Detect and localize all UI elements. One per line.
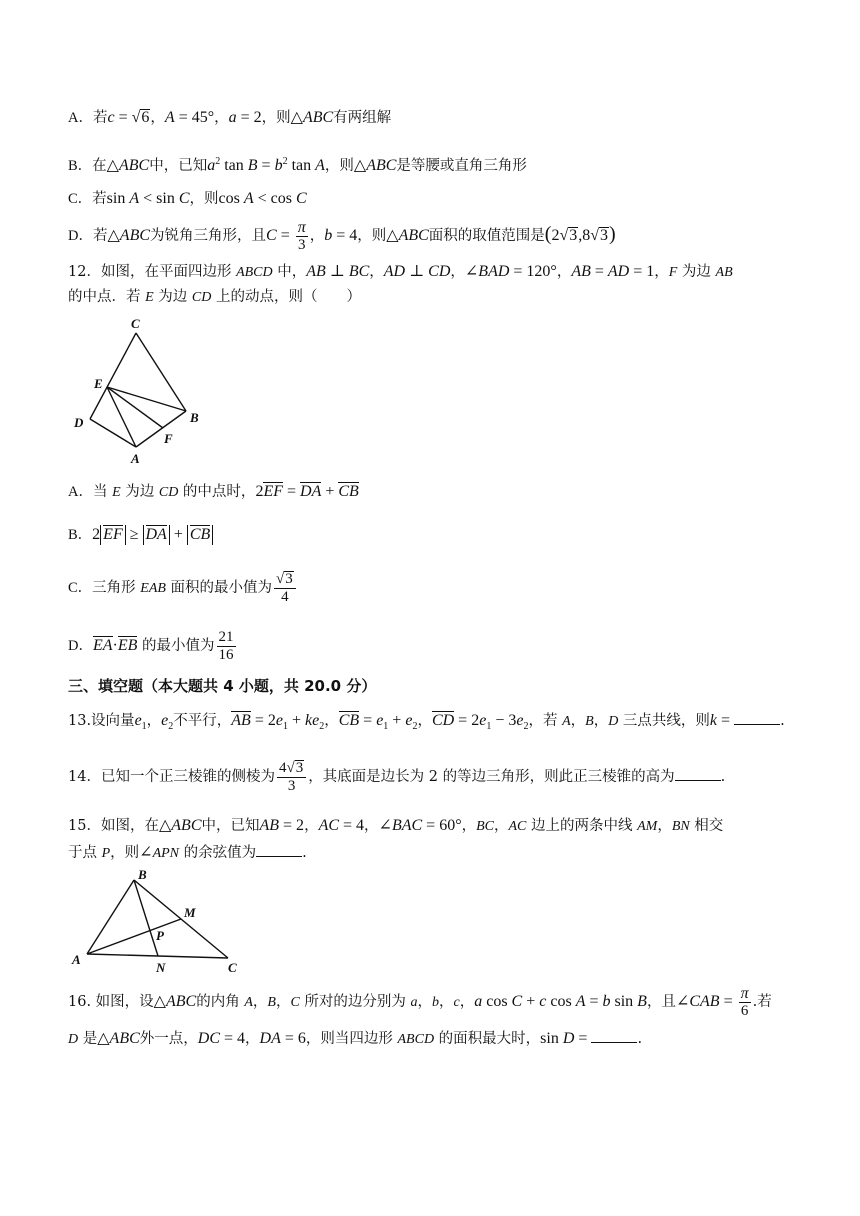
- label-f: F: [164, 431, 173, 446]
- segment-ab: [136, 411, 186, 447]
- q12-figure-quadrilateral: [70, 315, 210, 470]
- q14-text: 14．已知一个正三棱锥的侧棱为 $\frac{4√3}{3}$ ，其底面是边长为 2 的等边三角形，则此正三棱锥的高为 .: [68, 759, 726, 794]
- q11-option-d: D．若△ABC为锐角三角形，且C = $\frac{\pi}{3}$ ，b = 4，则△ABC面积的取值范围是(2√3,8√3): [68, 218, 616, 253]
- segment-cb: [136, 333, 186, 411]
- segment-eb: [107, 387, 186, 411]
- q15-line1: 15．如图，在△ABC中，已知AB = 2，AC = 4，∠BAC = 60°，BC，AC 边上的两条中线 AM，BN 相交: [68, 817, 724, 834]
- label-a: A: [131, 451, 140, 466]
- label-b: B: [138, 867, 147, 882]
- label-c: C: [131, 316, 140, 331]
- q15-figure-triangle: [68, 866, 248, 976]
- q12-stem-line1: 12．如图，在平面四边形 ABCD 中，AB ⊥ BC，AD ⊥ CD，∠BAD = 120°，AB = AD = 1，F 为边 AB: [68, 263, 733, 280]
- q12-option-d: D．EA·EB 的最小值为 $\frac{21}{16}$: [68, 628, 234, 663]
- segment-am: [87, 919, 181, 954]
- q12-stem-line2: 的中点．若 E 为边 CD 上的动点，则（ ）: [68, 289, 361, 305]
- label-p: P: [156, 928, 164, 943]
- label-e: E: [94, 376, 103, 391]
- q11-option-b: B．在△ABC中，已知$a^2$ $\tan B = b^2$ tan A，则△ABC是等腰或直角三角形: [68, 156, 527, 174]
- segment-ab: [87, 880, 134, 954]
- label-b: B: [190, 410, 199, 425]
- label-c: C: [228, 960, 237, 975]
- q12-option-b: B．2 EF ≥ DA + CB: [68, 525, 213, 545]
- segment-ef: [107, 387, 163, 428]
- segment-bn: [134, 880, 158, 956]
- q12-option-c: C．三角形 EAB 面积的最小值为 $\frac{√3}{4}$: [68, 568, 298, 609]
- label-m: M: [184, 905, 196, 920]
- label-n: N: [156, 960, 166, 975]
- q11-option-c: C．若sin A < sin C，则cos A < cos C: [68, 190, 307, 207]
- label-d: D: [74, 415, 84, 430]
- q12-option-a: A．当 E 为边 CD 的中点时，2EF = DA + CB: [68, 483, 359, 500]
- label-a: A: [72, 952, 81, 967]
- q15-line2: 于点 P，则∠APN 的余弦值为 .: [68, 844, 307, 861]
- q16-line2: D 是△ABC外一点，DC = 4，DA = 6，则当四边形 ABCD 的面积最大时，sin D = .: [68, 1030, 643, 1047]
- section3-title: 三、填空题（本大题共 4 小题，共 20.0 分）: [68, 677, 377, 695]
- q16-line1: 16. 如图，设△ABC的内角 A，B，C 所对的边分别为 a，b，c，a cos C + c cos A = b sin B，且∠CAB = $\frac{\pi}{6}$ .若: [68, 984, 772, 1019]
- q13-text: 13.设向量$e_1$，$e_2$不平行，AB = $2e_1 + ke_2$，CB = $e_1 + e_2$，CD = $2e_1 - 3e_2$，若 A，B，D 三点共线，则k = .: [68, 712, 785, 732]
- q11-option-a: A．若c = √6，A = 45°，a = 2，则△ABC有两组解: [68, 109, 392, 126]
